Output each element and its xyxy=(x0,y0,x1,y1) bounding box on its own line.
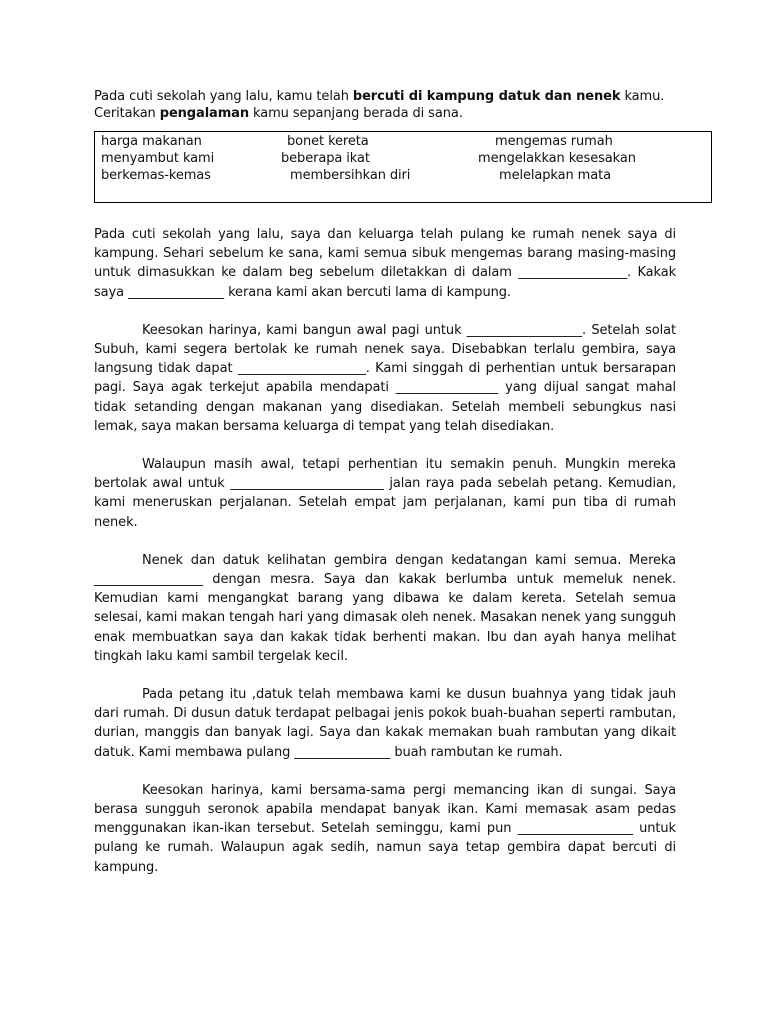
essay-paragraph-3 xyxy=(94,455,676,532)
word-bank-item: mengelakkan kesesakan xyxy=(478,151,636,166)
fill-in-blank[interactable]: __________________ xyxy=(466,322,582,338)
fill-in-blank[interactable]: _________________ xyxy=(94,572,203,588)
paragraph-text: Walaupun masih awal, tetapi perhentian itu semakin penuh. Mungkin mereka bertolak awal untuk xyxy=(94,457,676,492)
paragraph-text: jalan raya pada sebelah petang. Kemudian, kami meneruskan perjalanan. Setelah empat jam perjalanan, kami pun tiba di rumah nenek. xyxy=(94,476,677,530)
word-bank-item: berkemas-kemas xyxy=(101,168,211,183)
paragraph-text: . Setelah solat Subuh, kami segera bertolak ke rumah nenek saya. Disebabkan terlalu gembira, saya langsung tidak dapat xyxy=(94,322,676,377)
word-bank-item: beberapa ikat xyxy=(281,151,370,166)
fill-in-blank[interactable]: ________________________ xyxy=(230,476,384,492)
instruction-text: kamu sepanjang berada di sana. xyxy=(249,106,463,121)
fill-in-blank[interactable]: _______________ xyxy=(128,284,225,300)
paragraph-text: Pada cuti sekolah yang lalu, saya dan keluarga telah pulang ke rumah nenek saya di kampung. Sehari sebelum ke sana, kami semua sibuk mengemas barang masing-masing untuk dimasukkan ke dalam beg sebelum diletakkan di dalam xyxy=(94,227,676,281)
essay-paragraph-2 xyxy=(94,321,676,436)
paragraph-text: Pada petang itu ,datuk telah membawa kami ke dusun buahnya yang tidak jauh dari rumah. Di dusun datuk terdapat pelbagai jenis pokok buah-buahan seperti rambutan, durian, manggis dan banyak lagi. Saya dan kakak memakan buah rambutan yang dikait datuk. Kami membawa pulang xyxy=(94,687,676,760)
worksheet xyxy=(94,88,684,877)
instruction-text: kamu. xyxy=(620,89,665,104)
fill-in-blank[interactable]: _______________ xyxy=(294,744,391,760)
paragraph-text: Keesokan harinya, kami bersama-sama pergi memancing ikan di sungai. Saya berasa sungguh seronok apabila mendapat banyak ikan. Kami memasak asam pedas menggunakan ikan-ikan tersebut. Setelah seminggu, kami pun xyxy=(94,782,676,837)
essay-paragraph-5 xyxy=(94,685,676,762)
instruction-line-2 xyxy=(94,105,684,122)
essay-paragraph-4 xyxy=(94,551,676,666)
word-bank-item: mengemas rumah xyxy=(495,134,613,149)
instruction-text: Pada cuti sekolah yang lalu, kamu telah xyxy=(94,89,353,104)
paragraph-text: Nenek dan datuk kelihatan gembira dengan kedatangan kami semua. Mereka xyxy=(142,552,676,568)
paragraph-text: dengan mesra. Saya dan kakak berlumba untuk memeluk nenek. Kemudian kami mengangkat barang yang dibawa ke dalam kereta. Setelah semua selesai, kami makan tengah hari yang dimasak oleh nenek. Masakan nenek yang sungguh enak membuatkan saya dan kakak tidak berhenti makan. Ibu dan ayah hanya melihat tingkah laku kami sambil tergelak kecil. xyxy=(94,572,676,664)
word-bank-item: menyambut kami xyxy=(101,151,215,166)
paragraph-text: kerana kami akan bercuti lama di kampung. xyxy=(224,284,511,300)
fill-in-blank[interactable]: ____________________ xyxy=(237,361,366,377)
fill-in-blank[interactable]: _________________ xyxy=(518,265,627,281)
instruction-bold-text: bercuti di kampung datuk dan nenek xyxy=(352,89,621,104)
word-bank-item: harga makanan xyxy=(101,134,202,149)
paragraph-text: . Kakak saya xyxy=(94,265,677,300)
fill-in-blank[interactable]: __________________ xyxy=(517,821,633,837)
instruction-line-1 xyxy=(94,88,684,105)
word-bank-box xyxy=(94,131,712,203)
paragraph-text: buah rambutan ke rumah. xyxy=(390,744,563,760)
word-bank-item: melelapkan mata xyxy=(499,168,611,183)
word-bank-item: membersihkan diri xyxy=(290,168,411,183)
instruction xyxy=(94,88,684,122)
instruction-bold-text: pengalaman xyxy=(159,106,249,121)
essay-paragraph-1 xyxy=(94,225,676,302)
paragraph-text: yang dijual sangat mahal tidak setanding dengan makanan yang disediakan. Setelah membeli sebungkus nasi lemak, saya makan bersama keluarga di tempat yang telah disediakan. xyxy=(94,380,676,434)
essay-paragraph-6 xyxy=(94,781,676,877)
fill-in-blank[interactable]: ________________ xyxy=(395,380,499,396)
paragraph-text: Keesokan harinya, kami bangun awal pagi untuk xyxy=(142,322,467,338)
paragraph-text: . Kami singgah di perhentian untuk bersarapan pagi. Saya agak terkejut apabila mendapati xyxy=(94,361,676,396)
instruction-text: Ceritakan xyxy=(94,106,160,121)
word-bank-item: bonet kereta xyxy=(287,134,369,149)
paragraph-text: untuk pulang ke rumah. Walaupun agak sedih, namun saya tetap gembira dapat bercuti di kampung. xyxy=(94,821,676,875)
